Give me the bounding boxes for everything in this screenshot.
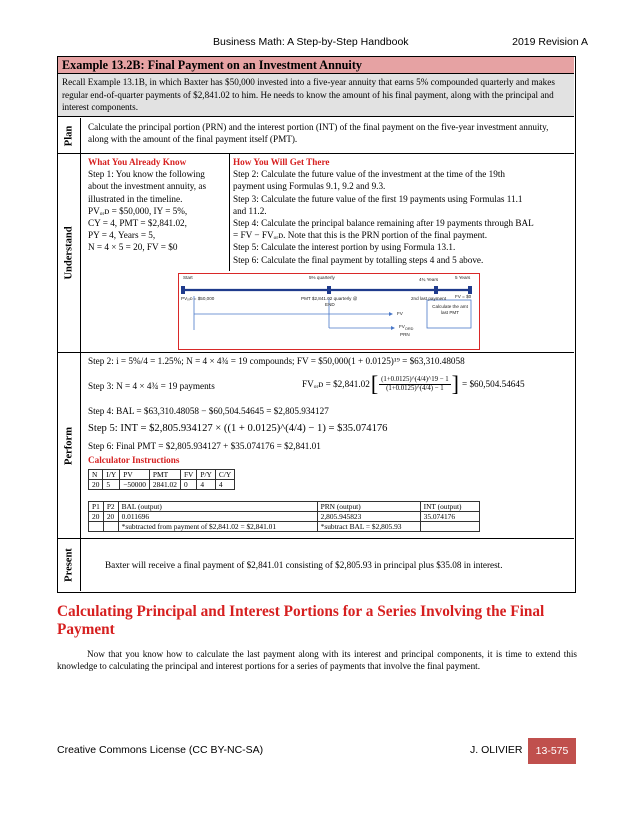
know-line: PY = 4, Years = 5,	[88, 230, 156, 241]
get-line: Step 3: Calculate the future value of the first 19 payments using Formulas 11.1	[233, 193, 523, 204]
perform-side	[58, 353, 81, 538]
table-header-cell: P/Y	[197, 470, 216, 480]
get-column	[233, 156, 567, 266]
table-cell: 0.011696	[118, 512, 317, 522]
know-line: PVₒᵣᴅ = $50,000, IY = 5%,	[88, 205, 188, 216]
plan-row	[58, 118, 574, 154]
table-row	[89, 502, 480, 512]
step3-num: (1+0.0125)^(4/4)^19 − 1	[381, 375, 449, 383]
table-row	[89, 470, 235, 480]
table-cell	[103, 522, 118, 532]
perform-row	[58, 353, 574, 539]
get-line: and 11.2.	[233, 205, 267, 216]
license-text: Creative Commons License (CC BY-NC-SA)	[57, 744, 264, 756]
timeline-start: Start	[183, 275, 193, 280]
table-header-cell: PRN (output)	[317, 502, 420, 512]
table-header-cell: INT (output)	[420, 502, 479, 512]
timeline-figure	[178, 273, 480, 350]
book-title: Business Math: A Step-by-Step Handbook	[213, 36, 409, 48]
understand-label: Understand	[63, 226, 75, 280]
present-side	[58, 539, 81, 591]
page-header	[0, 36, 630, 52]
present-label: Present	[63, 548, 75, 582]
table-header-cell: P1	[89, 502, 104, 512]
arrow-fvord	[391, 326, 395, 330]
example-box	[57, 56, 576, 593]
bracket-close: ]	[451, 371, 459, 396]
know-line: illustrated in the timeline.	[88, 193, 183, 204]
table-cell: 2,805.945823	[317, 512, 420, 522]
timeline-last-pmt: 2nd last payment	[411, 296, 446, 301]
table-cell: 4	[215, 480, 234, 490]
table-header-cell: PMT	[149, 470, 180, 480]
timeline-pmt-end: END	[325, 302, 335, 307]
timeline-years-5: 5 Years	[455, 275, 471, 280]
get-line: payment using Formulas 9.1, 9.2 and 9.3.	[233, 181, 386, 192]
table-cell: 20	[89, 480, 103, 490]
get-heading: How You Will Get There	[233, 157, 330, 167]
tick-mid	[327, 286, 331, 294]
table-cell	[420, 522, 479, 532]
page-footer	[0, 738, 630, 764]
know-heading: What You Already Know	[88, 157, 187, 167]
calc-heading: Calculator Instructions	[88, 455, 180, 465]
tick-start	[181, 286, 185, 294]
timeline-fv-ord	[399, 324, 413, 331]
table-cell: 5	[103, 480, 120, 490]
tick-45	[434, 286, 438, 294]
get-line: Step 5: Calculate the interest portion by using Formula 13.1.	[233, 242, 456, 253]
table-cell: *subtracted from payment of $2,841.02 = $2,841.01	[118, 522, 317, 532]
step3-fv: FVₒᵣᴅ = $2,841.02	[302, 379, 370, 389]
timeline-years-45: 4¾ Years	[419, 277, 439, 282]
table-row	[89, 522, 480, 532]
understand-row	[58, 154, 574, 353]
bracket-open: [	[370, 371, 379, 396]
plan-label: Plan	[63, 125, 75, 146]
table-header-cell: P2	[103, 502, 118, 512]
know-line: about the investment annuity, as	[88, 181, 207, 192]
timeline-fv-label: FV	[397, 311, 403, 316]
perform-step4: Step 4: BAL = $63,310.48058 − $60,504.54645 = $2,805.934127	[88, 406, 329, 416]
step3-result: = $60,504.54645	[461, 379, 525, 389]
calc-table-2	[88, 501, 480, 532]
timeline-pmt: PMT $2,841.02 quarterly @	[301, 296, 358, 301]
timeline-rate: 5% quarterly	[309, 275, 335, 280]
table-header-cell: PV	[120, 470, 150, 480]
know-line: CY = 4, PMT = $2,841.02,	[88, 218, 187, 229]
table-cell: 35.074176	[420, 512, 479, 522]
perform-step3-left: Step 3: N = 4 × 4¾ = 19 payments	[88, 381, 215, 391]
step3-den: (1+0.0125)^(4/4) − 1	[386, 384, 444, 392]
know-column	[88, 156, 226, 254]
table-header-cell: BAL (output)	[118, 502, 317, 512]
table-row	[89, 512, 480, 522]
table-row	[89, 480, 235, 490]
step3-fraction	[379, 376, 450, 393]
table-cell: 0	[180, 480, 196, 490]
timeline-calc-text: Calculate the amt last PMT	[432, 304, 468, 315]
perform-step6: Step 6: Final PMT = $2,805.934127 + $35.074176 = $2,841.01	[88, 441, 321, 451]
know-line: Step 1: You know the following	[88, 169, 205, 180]
present-row	[58, 539, 574, 591]
timeline-pv: PVₒᵣᴅ = $50,000	[181, 296, 215, 301]
get-line: Step 2: Calculate the future value of the investment at the time of the 19th	[233, 169, 505, 180]
timeline-fv: FV = $0	[455, 294, 472, 299]
get-line: = FV − FVₒᵣᴅ. Note that this is the PRN portion of the final payment.	[233, 230, 488, 241]
author-text: J. OLIVIER	[470, 744, 523, 756]
plan-text: Calculate the principal portion (PRN) and the interest portion (INT) of the final payment on the five-year investment annuity, along with the amount of the final payment itself (PMT).	[88, 122, 549, 145]
column-divider	[229, 154, 230, 271]
table-header-cell: C/Y	[215, 470, 234, 480]
table-header-cell: FV	[180, 470, 196, 480]
present-text: Baxter will receive a final payment of $2,841.01 consisting of $2,805.93 in principal plus $35.08 in interest.	[105, 560, 503, 570]
timeline-fvord-main: FV	[399, 324, 405, 329]
understand-side	[58, 154, 81, 352]
table-cell: 4	[197, 480, 216, 490]
example-recall: Recall Example 13.1B, in which Baxter has $50,000 invested into a five-year annuity that earns 5% compounded quarterly and makes regular end-of-quarter payments of $2,841.02 to him. He needs to know the amount of his final payment, along with the principal and interest components.	[58, 74, 574, 117]
perform-step2: Step 2: i = 5%/4 = 1.25%; N = 4 × 4¾ = 19 compounds; FV = $50,000(1 + 0.0125)¹⁹ = $63,310.48058	[88, 356, 465, 366]
revision-label: 2019 Revision A	[512, 36, 588, 48]
table-cell: 20	[103, 512, 118, 522]
get-line: Step 4: Calculate the principal balance remaining after 19 payments through BAL	[233, 218, 534, 229]
arrow-fv	[389, 312, 393, 316]
section-heading: Calculating Principal and Interest Portions for a Series Involving the Final Payment	[57, 603, 545, 638]
table-header-cell: N	[89, 470, 103, 480]
get-line: Step 6: Calculate the final payment by totalling steps 4 and 5 above.	[233, 254, 484, 265]
table-cell: *subtract BAL = $2,805.93	[317, 522, 420, 532]
section-paragraph: Now that you know how to calculate the last payment along with its interest and principal components, it is time to extend this knowledge to calculating the principal and interest portions for a series of payments that involve the final payment.	[57, 649, 577, 672]
table-cell	[89, 522, 104, 532]
timeline-prn: PRN	[400, 332, 410, 337]
example-title: Example 13.2B: Final Payment on an Investment Annuity	[58, 57, 574, 74]
table-cell: 20	[89, 512, 104, 522]
table-cell: 2841.02	[149, 480, 180, 490]
timeline-fvord-sub: ORD	[404, 326, 414, 331]
calc-table-1	[88, 469, 235, 490]
tick-5	[468, 286, 472, 294]
perform-label: Perform	[63, 426, 75, 465]
table-cell: −50000	[120, 480, 150, 490]
table-header-cell: I/Y	[103, 470, 120, 480]
perform-step3-formula	[302, 373, 525, 395]
perform-step5: Step 5: INT = $2,805.934127 × ((1 + 0.0125)^(4/4) − 1) = $35.074176	[88, 423, 388, 434]
page-number: 13-575	[528, 738, 576, 764]
plan-side	[58, 118, 81, 153]
know-line: N = 4 × 5 = 20, FV = $0	[88, 242, 178, 253]
